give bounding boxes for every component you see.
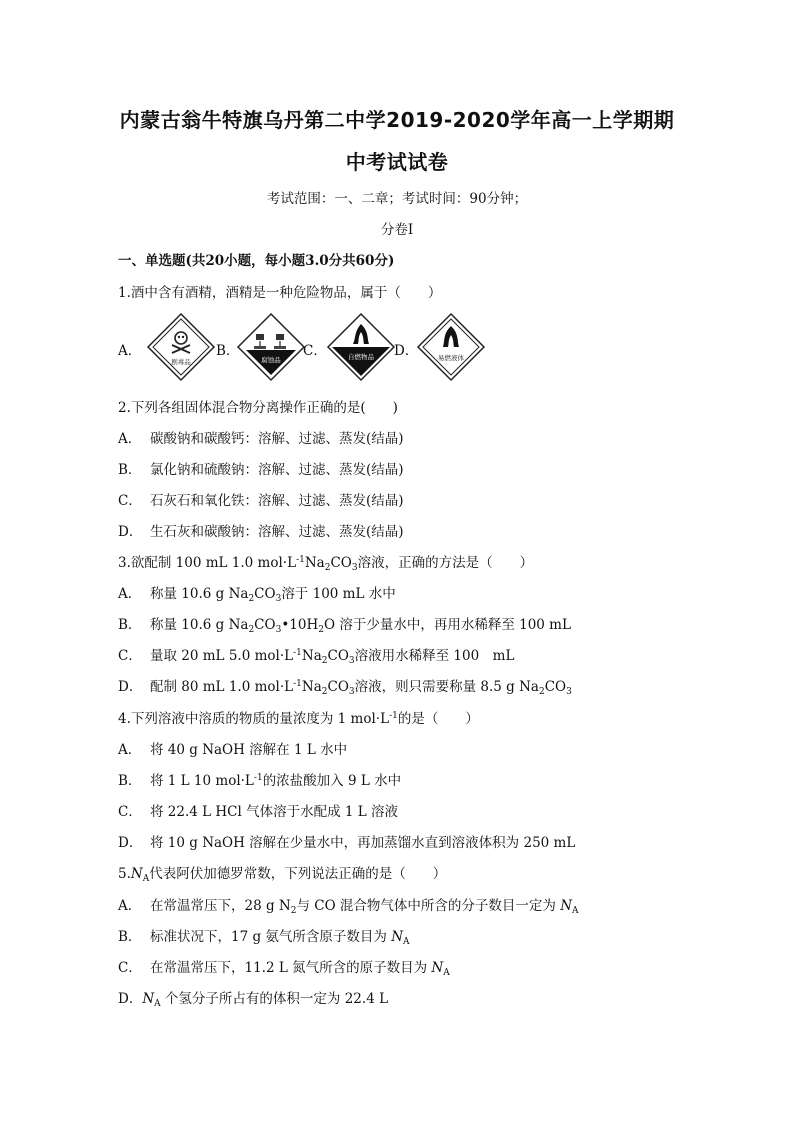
title-line-1: 内蒙古翁牛特旗乌丹第二中学2019-2020学年高一上学期期 (119, 108, 675, 132)
q3-option-b: B． 称量 10.6 g $Na_2CO_3•10H_2O$ 溶于少量水中，再用水稀释至 100 mL (118, 617, 571, 635)
q1-option-c-letter: C． (303, 343, 327, 359)
q3-option-a: A． 称量 10.6 g $Na_2CO_3$溶于 100 mL 水中 (118, 586, 396, 604)
q5-option-c: C． 在常温常压下，11.2 L 氮气所含的原子数目为 $N_A$ (118, 960, 450, 978)
q5-option-a: A． 在常温常压下，28 g $N_2$与 CO 混合物气体中所含的分子数目一定为 $N_A$ (118, 898, 579, 916)
flammable-liquid-icon (416, 312, 486, 382)
q5-stem: $5.N_A$代表阿伏加德罗常数，下列说法正确的是（ ） (118, 866, 447, 884)
q1-option-b-letter: B． (216, 343, 240, 359)
q4-option-d: D． 将 10 g NaOH 溶解在少量水中，再加蒸馏水直到溶液体积为 250 mL (118, 835, 576, 851)
q3-option-c: C． 量取 20 mL 5.0 $mol\cdot L^{-1}Na_2CO_3$溶液用水稀释至 100 mL (118, 648, 515, 666)
volume-label: 分卷I (380, 222, 414, 238)
q5-option-b: B． 标准状况下，17 g 氨气所含原子数目为 $N_A$ (118, 929, 410, 947)
q1-options (118, 312, 518, 382)
q2-option-c: C． 石灰石和氧化铁：溶解、过滤、蒸发(结晶) (118, 493, 404, 509)
exam-info: 考试范围：一、二章；考试时间：90分钟； (266, 191, 528, 207)
toxic-hazard-icon (146, 312, 216, 382)
q2-stem: 2.下列各组固体混合物分离操作正确的是( ) (118, 400, 398, 416)
q4-option-c: C． 将 22.4 L HCl 气体溶于水配成 1 L 溶液 (118, 804, 399, 820)
q3-option-d: D． 配制 80 mL 1.0 $mol\cdot L^{-1}Na_2CO_3$溶液，则只需要称量 8.5 g $Na_2CO_3$ (118, 679, 572, 697)
flammable-label: 易燃液体 (438, 354, 464, 362)
q5-option-d: D．$N_A$ 个氢分子所占有的体积一定为 22.4 L (118, 991, 389, 1009)
q1-stem: 1.酒中含有酒精，酒精是一种危险物品，属于（ ） (118, 285, 442, 301)
spontaneous-label: 自燃物品 (348, 353, 374, 361)
q2-option-d: D． 生石灰和碳酸钠：溶解、过滤、蒸发(结晶) (118, 524, 404, 540)
q4-stem: 4.下列溶液中溶质的物质的量浓度为 1 $mol\cdot L^{-1}$的是（ ） (118, 711, 479, 727)
toxic-label: 剧毒品 (171, 358, 191, 366)
corrosive-hazard-icon (236, 312, 306, 382)
q4-option-b: B． 将 1 L 10 $mol\cdot L^{-1}$的浓盐酸加入 9 L 水中 (118, 773, 402, 789)
section-heading: 一、单选题(共20小题，每小题3.0分共60分) (118, 253, 395, 269)
q2-option-b: B． 氯化钠和硫酸钠：溶解、过滤、蒸发(结晶) (118, 462, 404, 478)
q1-option-a-letter: A． (118, 343, 142, 359)
q1-option-d-letter: D． (394, 343, 419, 359)
q2-option-a: A． 碳酸钠和碳酸钙：溶解、过滤、蒸发(结晶) (118, 431, 404, 447)
q3-stem: 3.欲配制 100 mL 1.0 $mol\cdot L^{-1}Na_2CO_3$溶液，正确的方法是（ ） (118, 555, 534, 573)
title-line-2: 中考试试卷 (345, 150, 449, 174)
q4-option-a: A． 将 40 g NaOH 溶解在 1 L 水中 (118, 742, 348, 758)
spontaneous-combustion-icon (326, 312, 396, 382)
corrosive-label: 腐蚀品 (261, 356, 281, 364)
